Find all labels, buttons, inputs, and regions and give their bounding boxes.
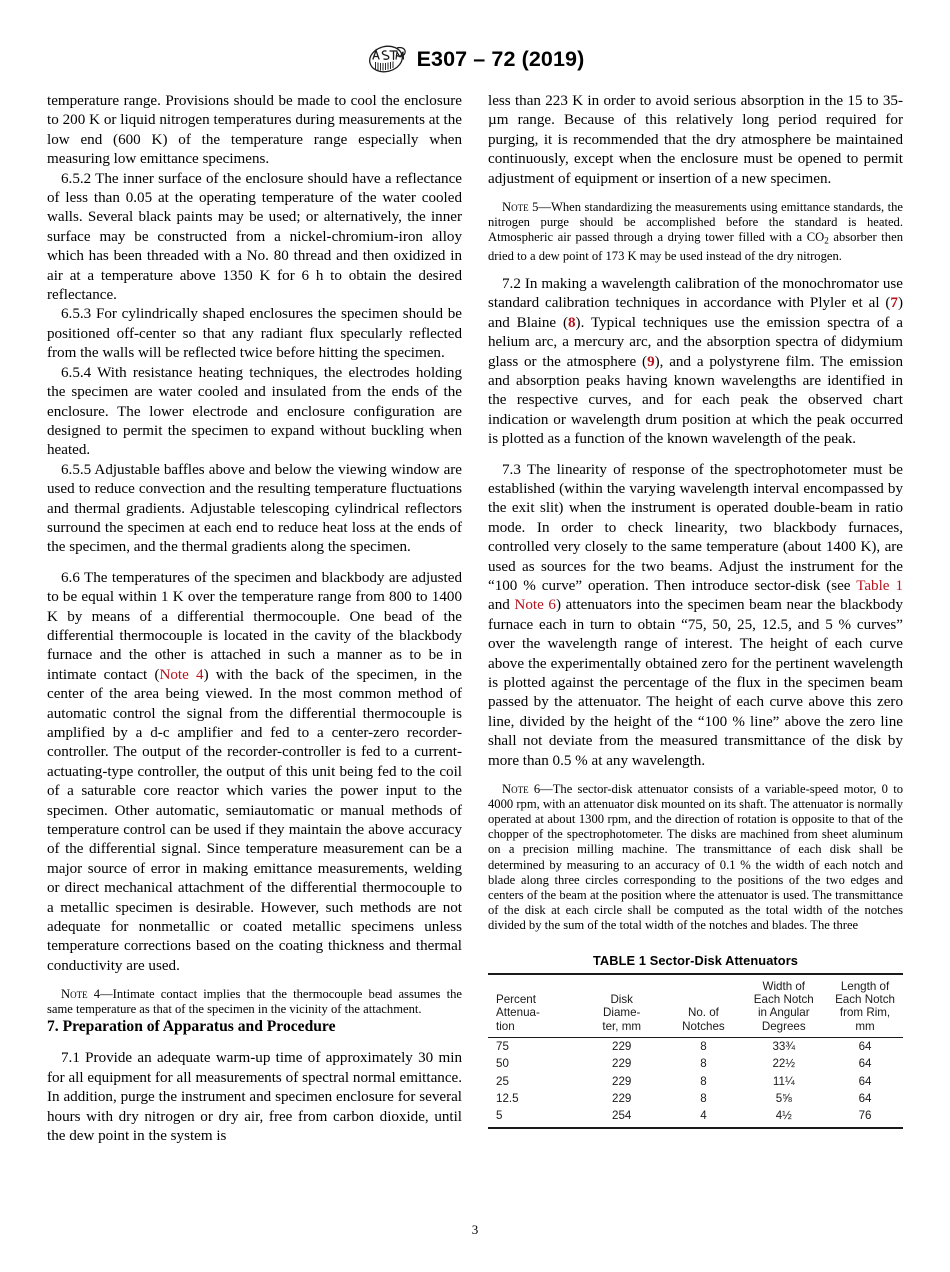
- reference-7-link[interactable]: 7: [890, 295, 898, 312]
- table-head: [488, 974, 903, 1037]
- header-line: in Angular: [757, 1006, 810, 1020]
- table-1-crossref-link[interactable]: Table 1: [856, 578, 903, 595]
- paragraph-6-5-5: 6.5.5 Adjustable baffles above and below the viewing window are used to reduce convection and the resulting temperature fluctuations and thermal gradients. Adjustable telescoping cylindrical reflectors surround the specimen at each end to reduce heat loss at the ends of the specimen, and the thermal gradients along the specimen.: [47, 461, 462, 556]
- right-text-column: [488, 92, 903, 1129]
- note-6-text: —The sector-disk attenuator consists of a variable-speed motor, 0 to 4000 rpm, with an attenuator disk mounted on its shaft. The attenuator is normally operated at about 1300 rpm, and the direction of rotation is opposite to that of the chopper of the spectrophotometer. The disks are machined from sheet aluminum on a precision milling machine. The transmittance of each disk shall be determined by measuring to an accuracy of 0.1 % the width of each notch and blade along three circles corresponding to the positions of the two edges and centers of the beam at the position where the attenuator is used. The transmittance of the disk at each circle shall be computed as the total width of the notches divided by the sum of the total width of the notches and blades. The three: [488, 782, 903, 932]
- cell-length-of-each-notch: 64: [858, 1057, 872, 1071]
- paragraph-6-6: [47, 569, 462, 977]
- cell-disk-diameter: 229: [612, 1074, 632, 1088]
- cell-width-of-each-notch: 33¾: [772, 1039, 796, 1053]
- table-1-sector-disk-attenuators: [488, 973, 903, 1129]
- note-6-number: 6: [533, 782, 541, 797]
- cell-percent-attenuation: 5: [488, 1107, 577, 1127]
- note-4-text: —Intimate contact implies that the thermocouple bead assumes the same temperature as that of the specimen in the vicinity of the attachment.: [47, 987, 462, 1017]
- cell-number-of-notches: 4: [666, 1107, 740, 1127]
- cell-length-of-each-notch: 64: [858, 1092, 872, 1106]
- table-row: [488, 1107, 903, 1127]
- header-line: Width of: [762, 980, 806, 994]
- cell-disk-diameter: 229: [612, 1039, 632, 1053]
- note-5-text-part2: absorber then dried to a dew point of 173 K may be used instead of the dry nitrogen.: [488, 230, 903, 263]
- note-4-number: 4: [93, 987, 101, 1002]
- column-header-width-of-each-notch: [740, 974, 827, 1037]
- table-row: [488, 1037, 903, 1055]
- paragraph-7-2-part3: ). Typical techniques use the emission spectra of a helium arc, a mercury arc, and the absorption spectra of didymium glass or the atmosphere (: [488, 314, 903, 370]
- note-5-text-part1: —When standardizing the measurements using emittance standards, the nitrogen purge should be accomplished before the standard is heated. Atmospheric air passed through a drying tower filled with a CO: [488, 200, 903, 245]
- header-line: Diame-: [603, 1006, 641, 1020]
- header-line: Each Notch: [753, 993, 814, 1007]
- cell-number-of-notches: 8: [700, 1074, 707, 1088]
- left-text-column: [47, 92, 462, 1147]
- paragraph-6-5-4: 6.5.4 With resistance heating techniques, the electrodes holding the specimen are water cooled and insulated from the ends of the enclosure. The lower electrode and enclosure configuration are designed to permit the specimen to expand without buckling when heated.: [47, 364, 462, 459]
- paragraph-7-1-continued: less than 223 K in order to avoid serious absorption in the 15 to 35-µm range. Because of this relatively long period required for purging, it is recommended that the dry atmosphere be maintained continuously, except when the enclosure must be opened to permit adjustment of equipment or insertion of a new specimen.: [488, 93, 903, 187]
- table-row: [488, 1055, 903, 1072]
- cell-percent-attenuation: 50: [496, 1057, 509, 1071]
- cell-percent-attenuation: 12.5: [496, 1092, 519, 1106]
- reference-9-link[interactable]: 9: [647, 353, 655, 370]
- astm-logo-icon: [366, 44, 408, 74]
- table-1-container: [488, 953, 903, 1129]
- table-row: [488, 1073, 903, 1090]
- header-line: Degrees: [761, 1019, 806, 1033]
- paragraph-6-5-3: 6.5.3 For cylindrically shaped enclosures the specimen should be positioned off-center so that any radiant flux specularly reflected from the walls will be reflected twice before hitting the specimen.: [47, 306, 462, 362]
- paragraph-7-3: [488, 461, 903, 772]
- cell-width-of-each-notch: 5⅝: [775, 1092, 792, 1106]
- header-line: Percent: [496, 993, 536, 1007]
- paragraph-6-6-text-part1: 6.6 The temperatures of the specimen and blackbody are adjusted to be equal within 1 K over the temperature range from 800 to 1400 K by means of a differential thermocouple. One bead of the differential thermocouple is located in the cavity of the blackbody furnace and the other is attached in such a manner as to be in intimate contact (: [47, 569, 462, 683]
- header-line: Notches: [682, 1019, 725, 1033]
- cell-number-of-notches: 8: [700, 1092, 707, 1106]
- cell-length-of-each-notch: 64: [858, 1039, 872, 1053]
- paragraph-7-3-mid: and: [488, 597, 515, 614]
- header-line: from Rim,: [839, 1006, 891, 1020]
- note-4-crossref-link[interactable]: Note 4: [159, 666, 204, 683]
- standard-designation: E307 – 72 (2019): [416, 46, 585, 71]
- cell-disk-diameter: 229: [612, 1092, 632, 1106]
- note-5-subscript: 2: [824, 235, 829, 246]
- note-4: [47, 987, 462, 1017]
- paragraph-6-5-1-continued: temperature range. Provisions should be made to cool the enclosure to 200 K or liquid nitrogen temperatures during measurements at the low end (600 K) of the temperature range especially when measuring low emittance specimens.: [47, 93, 462, 168]
- cell-number-of-notches: 8: [700, 1039, 707, 1053]
- cell-percent-attenuation: 25: [496, 1074, 509, 1088]
- cell-width-of-each-notch: 11¼: [772, 1074, 795, 1088]
- reference-8-link[interactable]: 8: [568, 314, 576, 331]
- header-line: mm: [855, 1019, 875, 1033]
- cell-disk-diameter: 229: [612, 1057, 632, 1071]
- header-line: Disk: [610, 993, 633, 1007]
- table-body: [488, 1037, 903, 1128]
- cell-length-of-each-notch: 76: [827, 1107, 903, 1127]
- section-7-heading: 7. Preparation of Apparatus and Procedure: [47, 1018, 336, 1036]
- cell-width-of-each-notch: 4½: [740, 1107, 827, 1127]
- column-header-length-of-each-notch: [827, 974, 903, 1037]
- cell-disk-diameter: 254: [577, 1107, 666, 1127]
- cell-width-of-each-notch: 22½: [772, 1057, 796, 1071]
- note-5-label: Note: [502, 200, 529, 215]
- header-line: Each Notch: [835, 993, 895, 1007]
- page-number: 3: [471, 1222, 479, 1237]
- table-1-title: TABLE 1 Sector-Disk Attenuators: [592, 953, 799, 969]
- note-6: [488, 782, 903, 933]
- page-header: [0, 44, 950, 74]
- cell-percent-attenuation: 75: [496, 1039, 509, 1053]
- paragraph-7-2-part1: 7.2 In making a wavelength calibration of the monochromator use standard calibration techniques in accordance with Plyler et al (: [488, 275, 903, 312]
- cell-length-of-each-notch: 64: [858, 1074, 872, 1088]
- header-line: Length of: [840, 980, 890, 994]
- paragraph-7-2: [488, 275, 903, 450]
- column-header-disk-diameter: [577, 974, 666, 1037]
- cell-number-of-notches: 8: [700, 1057, 707, 1071]
- paragraph-6-6-text-part2: ) with the back of the specimen, in the center of the area being viewed. In the most common method of automatic control the signal from the differential thermocouple is amplified by a d-c amplifier and fed to a center-zero recorder-controller. The output of the recorder-controller is fed to a current-actuating-type controller, the output of this unit being fed to the coil of a saturable core reactor which varies the power input to the specimen. Other automatic, semiautomatic or manual methods of temperature control can be used if they maintain the above accuracy of the differential signal. Since temperature measurement can be a major source of error in making emittance measurements, welding or direct mechanical attachment of the differential thermocouple to a metallic specimen is desirable. However, such methods are not adequate for nonmetallic or coated metallic specimens unless temperature corrections based on the coating thickness and thermal conductivity are used.: [47, 666, 462, 974]
- note-4-label: Note: [61, 987, 88, 1002]
- paragraph-7-1: 7.1 Provide an adequate warm-up time of approximately 30 min for all equipment for all measurements of spectral normal emittance. In addition, purge the instrument and specimen enclosure for several hours with dry nitrogen or dry air, free from carbon dioxide, until the dew point in the system is: [47, 1050, 462, 1145]
- paragraph-7-2-part4: ), and a polystyrene film. The emission and absorption peaks having known wavelengths are identified in the respective curves, and for each peak the observed chart indication or wavelength drum position at which the peak occurred is plotted as a function of the known wavelength of the peak.: [488, 353, 903, 448]
- header-line: ter, mm: [602, 1019, 642, 1033]
- column-header-number-of-notches: [666, 974, 740, 1037]
- paragraph-7-2-part2: ) and Blaine (: [488, 295, 903, 331]
- header-line: Attenua-: [496, 1006, 540, 1020]
- note-6-label: Note: [502, 782, 529, 797]
- paragraph-6-5-2: 6.5.2 The inner surface of the enclosure should have a reflectance of less than 0.05 at the operating temperature of the water cooled walls. Several black paints may be used; or alternatively, the inner surface may be constructed from a nickel-chromium-iron alloy which has been threaded with a No. 80 thread and then oxidized in air at a temperature above 1350 K for 6 h to obtain the desired reflectance.: [47, 170, 462, 304]
- note-5: [488, 200, 903, 264]
- note-5-number: 5: [532, 200, 539, 215]
- paragraph-7-3-part1: 7.3 The linearity of response of the spectrophotometer must be established (within the varying wavelength interval encompassed by the exit slit) when the instrument is operated double-beam in ratio mode. In order to check linearity, two blackbody furnaces, controlled very closely to the same temperature (about 1400 K), are used as sources for the two beams. Adjust the instrument for the “100 % curve” operation. Then introduce sector-disk (see: [488, 461, 903, 595]
- table-row: [488, 1090, 903, 1107]
- header-line: tion: [496, 1019, 515, 1033]
- column-header-percent-attenuation: [488, 974, 577, 1037]
- header-line: No. of: [687, 1006, 719, 1020]
- table-header-row: [488, 974, 903, 1037]
- note-6-crossref-link[interactable]: Note 6: [514, 597, 556, 614]
- paragraph-7-3-part2: ) attenuators into the specimen beam near the blackbody furnace each in turn to obtain “75, 50, 25, 12.5, and 5 % curves” over the wavelength range of interest. The height of each curve above the experimentally obtained zero for the pertinent wavelength is plotted against the percentage of the flux in the specimen beam passed by the attenuator. The height of each curve above this zero line, divided by the height of the “100 % line” above the zero line shall not deviate from the measured transmittance of the disk by more than 0.5 % at any wavelength.: [488, 597, 903, 769]
